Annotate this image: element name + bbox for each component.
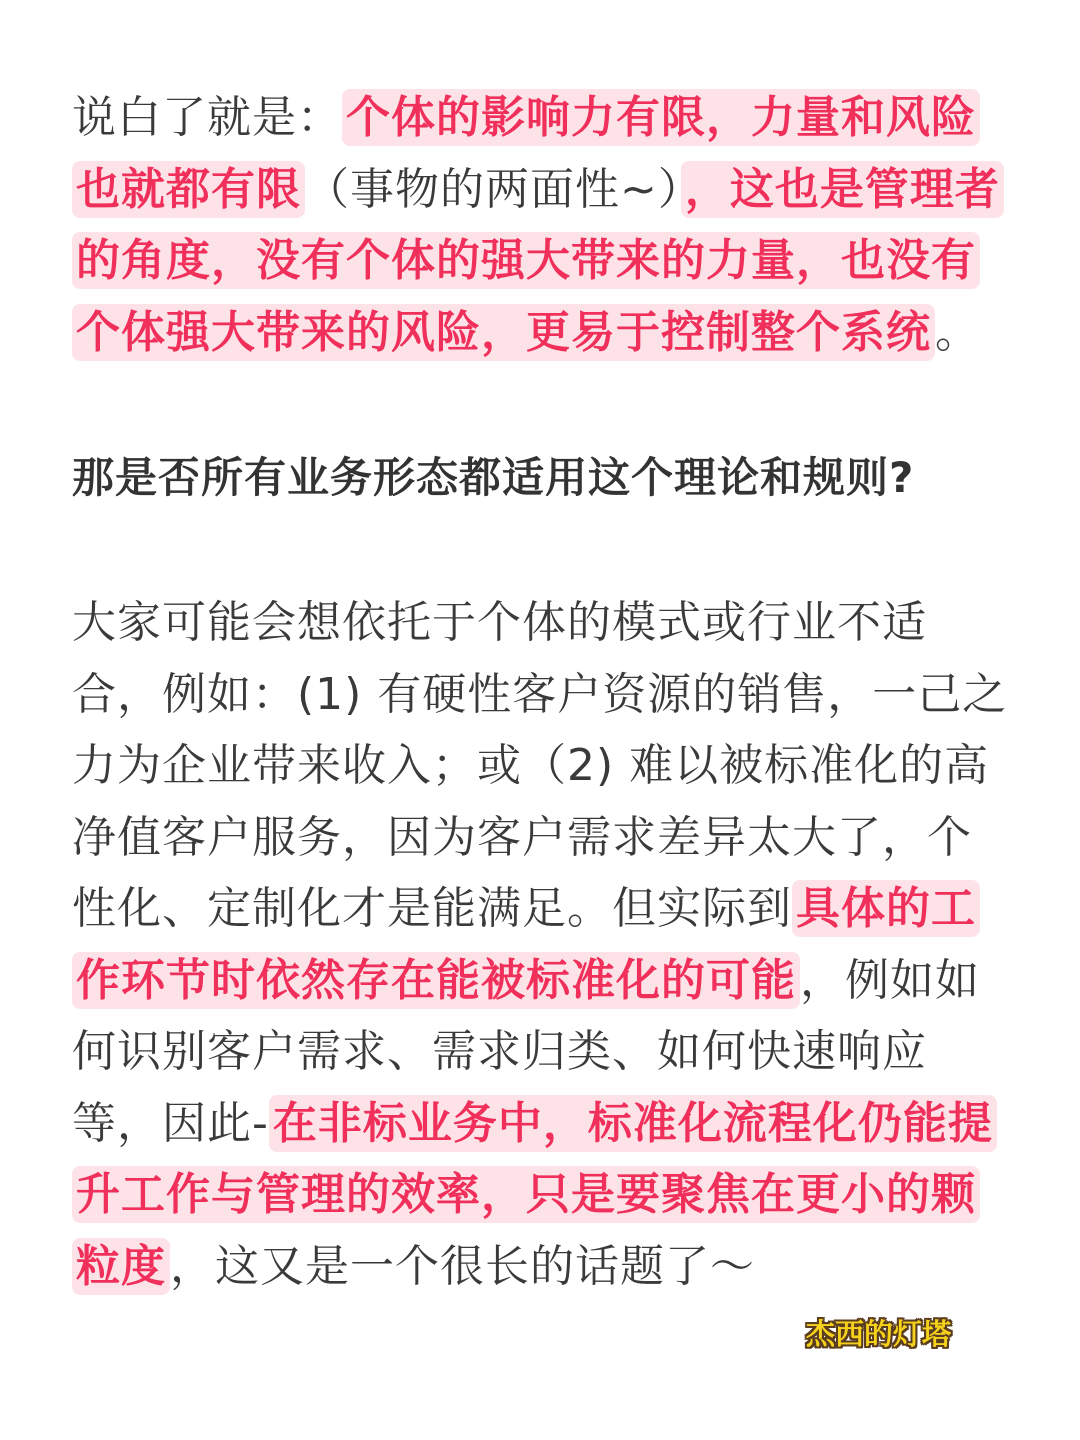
brand-watermark: 杰西的灯塔 [806, 1317, 952, 1351]
plain-text: 。 [935, 306, 980, 358]
highlight-text: 具体的工作环节时依然存在能被标准化的可能 [72, 880, 980, 1009]
paragraph-summary [72, 82, 1012, 368]
plain-text: ，这又是一个很长的话题了～ [170, 1240, 755, 1292]
highlight-text: 在非标业务中，标准化流程化仍能提升工作与管理的效率，只是要聚焦在更小的颗粒度 [72, 1095, 997, 1295]
plain-text: 说白了就是： [72, 92, 342, 143]
highlight-text: ，这也是管理者的角度，没有个体的强大带来的力量，也没有个体强大带来的风险，更易于控制整个系统 [72, 161, 1004, 361]
paragraph-detail [72, 587, 1012, 1302]
section-heading: 那是否所有业务形态都适用这个理论和规则? [72, 453, 915, 502]
plain-text: 大家可能会想依托于个体的模式或行业不适合，例如：(1) 有硬性客户资源的销售，一己之力为企业带来收入；或（2) 难以被标准化的高净值客户服务，因为客户需求差异太大了，个性化、定制化才是能满足。但实际到 [72, 597, 1008, 934]
highlight-text: 个体的影响力有限，力量和风险也就都有限 [72, 89, 980, 218]
plain-text: （事物的两面性~） [305, 163, 681, 215]
article-body [72, 82, 1012, 1302]
plain-text: ，例如如何识别客户需求、需求归类、如何快速响应等，因此- [72, 954, 980, 1149]
